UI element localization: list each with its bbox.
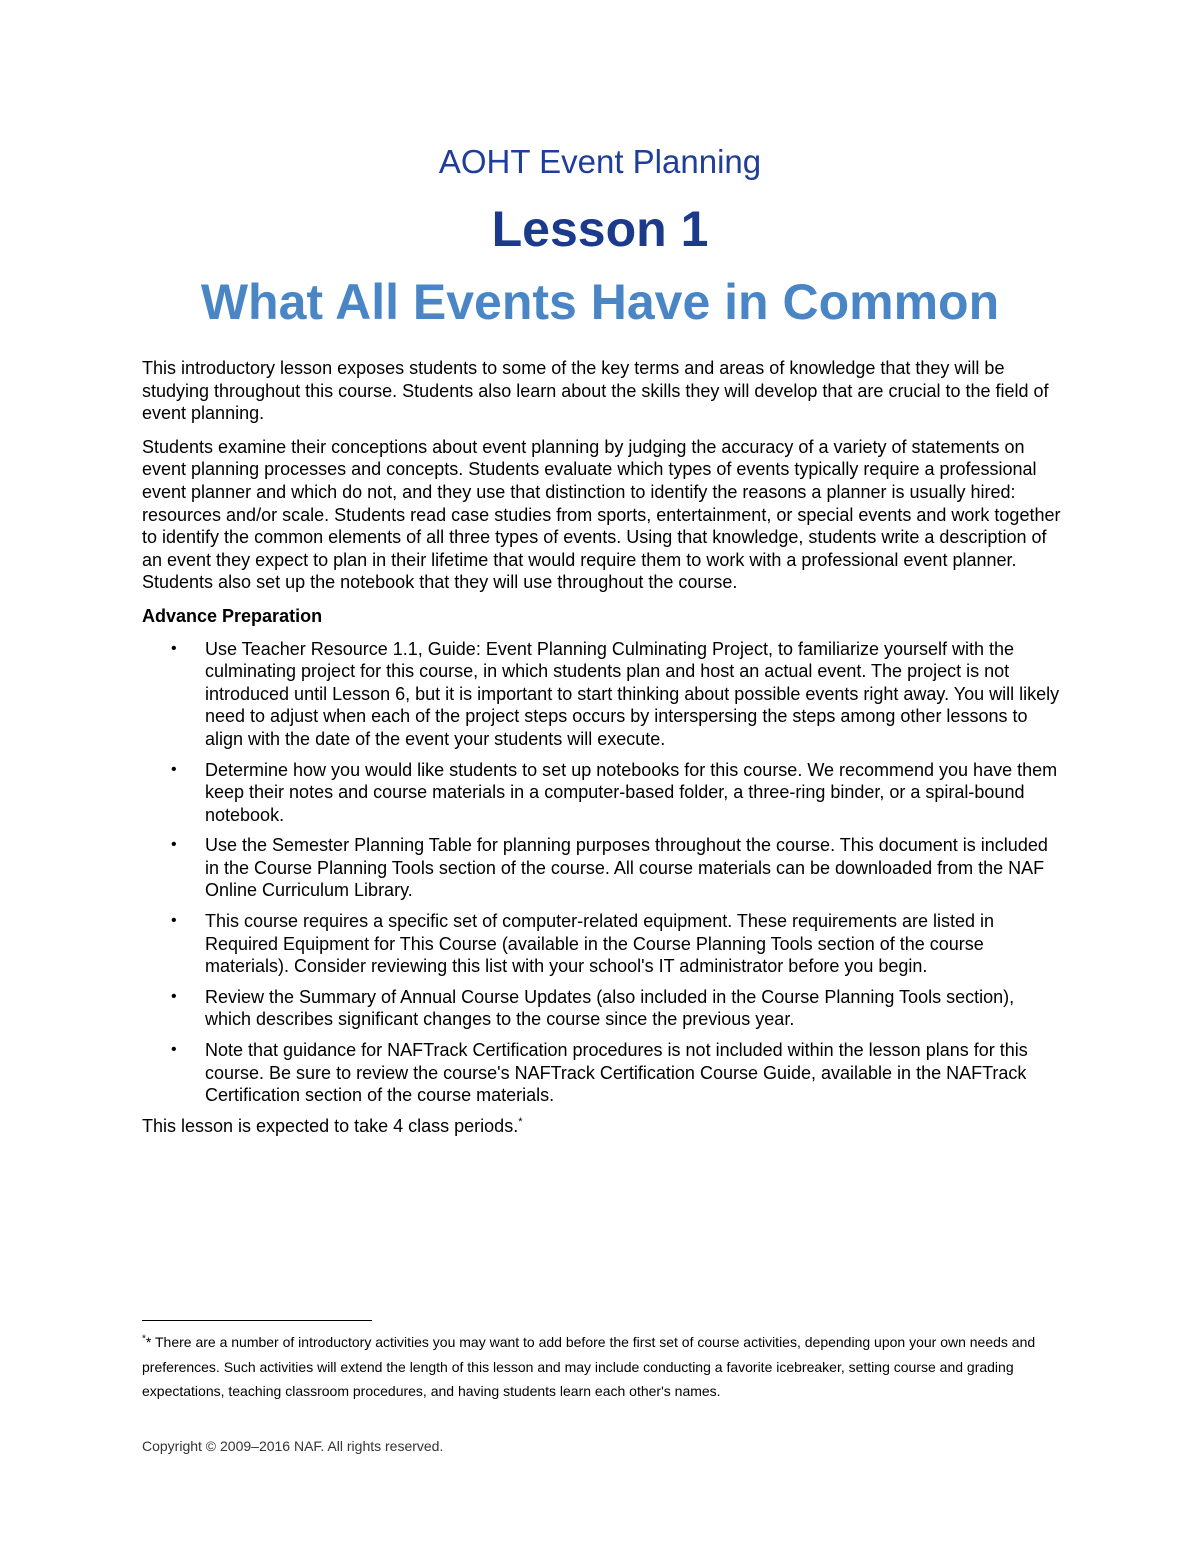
list-item-text: Use Teacher Resource 1.1, Guide: Event Planning Culminating Project, to familiarize yourself with the culminating project for this course, in which students plan and host an actual event. The project is not introduced until Lesson 6, but it is important to start thinking about possible events right away. You will likely need to adjust when each of the project steps occurs by interspersing the steps among other lessons to align with the date of the event your students will execute.: [205, 638, 1060, 749]
list-item-text: Note that guidance for NAFTrack Certification procedures is not included within the lesson plans for this course. Be sure to review the course's NAFTrack Certification Course Guide, available in the NAFTrack Certification section of the course materials.: [205, 1040, 1028, 1106]
bullet-icon: •: [171, 1041, 177, 1059]
class-periods-text: This lesson is expected to take 4 class periods.: [142, 1115, 519, 1136]
footnote: [142, 1330, 1062, 1404]
list-item: [142, 986, 1062, 1031]
list-item-text: Review the Summary of Annual Course Updates (also included in the Course Planning Tools section), which describes significant changes to the course since the previous year.: [205, 986, 1015, 1030]
footnote-reference[interactable]: *: [518, 1115, 523, 1128]
list-item: [142, 910, 1062, 978]
list-item-text: Determine how you would like students to set up notebooks for this course. We recommend you have them keep their notes and course materials in a computer-based folder, a three-ring binder, or a spiral-bound notebook.: [205, 759, 1058, 825]
bullet-icon: •: [171, 912, 177, 930]
bullet-icon: •: [171, 987, 177, 1005]
list-item: [142, 638, 1062, 751]
lesson-number: Lesson 1: [491, 201, 709, 257]
footnote-separator: [142, 1320, 372, 1321]
intro-paragraph: Students examine their conceptions about event planning by judging the accuracy of a variety of statements on event planning processes and concepts. Students evaluate which types of events typically require a professional event planner and which do not, and they use that distinction to identify the reasons a planner is usually hired: resources and/or scale. Students read case studies from sports, entertainment, or special events and work together to identify the common elements of all three types of events. Using that knowledge, students write a description of an event they expect to plan in their lifetime that would require them to work with a professional event planner. Students also set up the notebook that they will use throughout the course.: [142, 436, 1061, 593]
footnote-text: * There are a number of introductory activities you may want to add before the first set of course activities, depending upon your own needs and preferences. Such activities will extend the length of this lesson and may include conducting a favorite icebreaker, setting course and grading expectations, teaching classroom procedures, and having students learn each other's names.: [142, 1334, 1036, 1399]
course-title: AOHT Event Planning: [438, 143, 762, 180]
lesson-body: [142, 357, 1062, 1148]
advance-preparation-heading: Advance Preparation: [142, 605, 323, 626]
footnote-mark: *: [142, 1333, 146, 1345]
class-periods-note: [142, 1115, 1062, 1138]
list-item: [142, 759, 1062, 827]
advance-preparation-list: [142, 638, 1062, 1107]
list-item: [142, 1039, 1062, 1107]
lesson-title: What All Events Have in Common: [200, 274, 1000, 330]
bullet-icon: •: [171, 760, 177, 778]
list-item: [142, 834, 1062, 902]
intro-paragraph: This introductory lesson exposes students to some of the key terms and areas of knowledge that they will be studying throughout this course. Students also learn about the skills they will develop that are crucial to the field of event planning.: [142, 358, 1049, 424]
list-item-text: This course requires a specific set of computer-related equipment. These requirements are listed in Required Equipment for This Course (available in the Course Planning Tools section of the course materials). Consider reviewing this list with your school's IT administrator before you begin.: [205, 911, 995, 977]
copyright-notice: Copyright © 2009–2016 NAF. All rights reserved.: [142, 1438, 444, 1454]
bullet-icon: •: [171, 836, 177, 854]
list-item-text: Use the Semester Planning Table for planning purposes throughout the course. This document is included in the Course Planning Tools section of the course. All course materials can be downloaded from the NAF Online Curriculum Library.: [205, 835, 1048, 901]
bullet-icon: •: [171, 639, 177, 657]
